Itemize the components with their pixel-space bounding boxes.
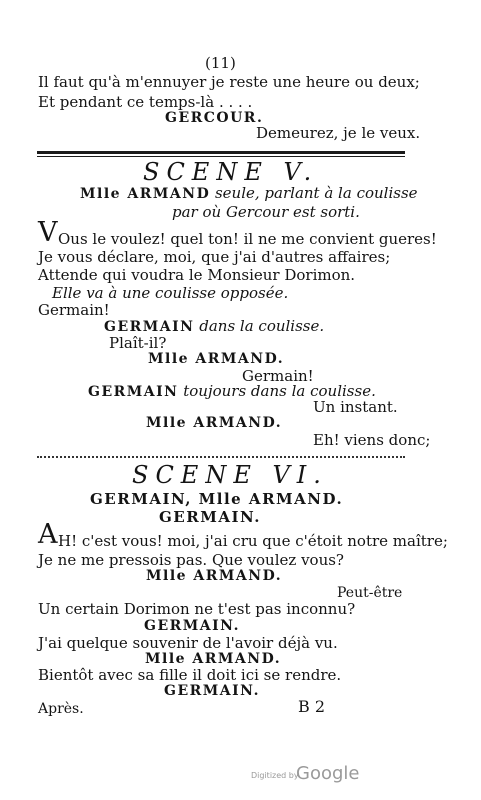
stage-direction: toujours dans la coulisse. (178, 382, 376, 400)
speaker-line (104, 319, 324, 334)
speaker-name: GERMAIN (88, 384, 179, 400)
verse-line: Germain! (242, 367, 314, 385)
digitized-label: Digitized by (251, 771, 299, 780)
drop-cap: A (38, 519, 58, 550)
verse-line: Germain! (38, 301, 110, 319)
page-number: (11) (205, 54, 236, 72)
signature-mark: B 2 (298, 697, 326, 716)
verse-line: Bientôt avec sa fille il doit ici se rendre. (38, 666, 342, 684)
verse-line: Eh! viens donc; (313, 431, 431, 449)
verse-line: Un certain Dorimon ne t'est pas inconnu? (38, 600, 356, 618)
stage-direction: Elle va à une coulisse opposée. (52, 284, 289, 302)
speaker-name: GERMAIN (104, 319, 195, 335)
stage-direction: dans la coulisse. (194, 317, 325, 335)
cast-line (80, 186, 418, 201)
character-name: Mlle ARMAND (80, 186, 211, 202)
speaker-name: Mlle ARMAND. (145, 651, 282, 667)
verse-line: Je vous déclare, moi, que j'ai d'autres affaires; (38, 248, 391, 266)
speaker-name: GERMAIN. (159, 508, 261, 526)
scene-heading: SCENE VI. (132, 461, 328, 489)
stage-direction: par où Gercour est sorti. (172, 203, 360, 221)
speaker-name: Mlle ARMAND. (146, 415, 283, 431)
section-rule (37, 456, 405, 458)
speaker-name: GERMAIN. (144, 618, 240, 634)
verse-line: Et pendant ce temps-là . . . . (38, 93, 253, 111)
verse-line: Plaît-il? (109, 334, 167, 352)
google-logo: Google (296, 763, 360, 784)
verse-line: H! c'est vous! moi, j'ai cru que c'étoit notre maître; (58, 532, 448, 550)
verse-line: Demeurez, je le veux. (256, 124, 421, 142)
cast-line: GERMAIN, Mlle ARMAND. (90, 490, 344, 508)
scene-heading: SCENE V. (143, 158, 319, 186)
speaker-name: Mlle ARMAND. (148, 351, 285, 367)
verse-line: Je ne me pressois pas. Que voulez vous? (38, 551, 344, 569)
drop-cap: V (38, 217, 58, 248)
speaker-name: GERCOUR. (165, 110, 264, 126)
verse-line: J'ai quelque souvenir de l'avoir déjà vu. (38, 634, 338, 652)
speaker-line (88, 384, 376, 399)
catchword: Après. (38, 701, 84, 717)
verse-line: Attende qui voudra le Monsieur Dorimon. (38, 266, 356, 284)
verse-line: Ous le voulez! quel ton! il ne me convient gueres! (58, 230, 437, 248)
verse-line: Peut-être (337, 585, 403, 601)
speaker-name: Mlle ARMAND. (146, 568, 283, 584)
verse-line: Il faut qu'à m'ennuyer je reste une heure ou deux; (38, 73, 420, 91)
section-rule (37, 151, 405, 157)
speaker-name: GERMAIN. (164, 683, 260, 699)
stage-direction: seule, parlant à la coulisse (210, 184, 418, 202)
verse-line: Un instant. (313, 398, 398, 416)
